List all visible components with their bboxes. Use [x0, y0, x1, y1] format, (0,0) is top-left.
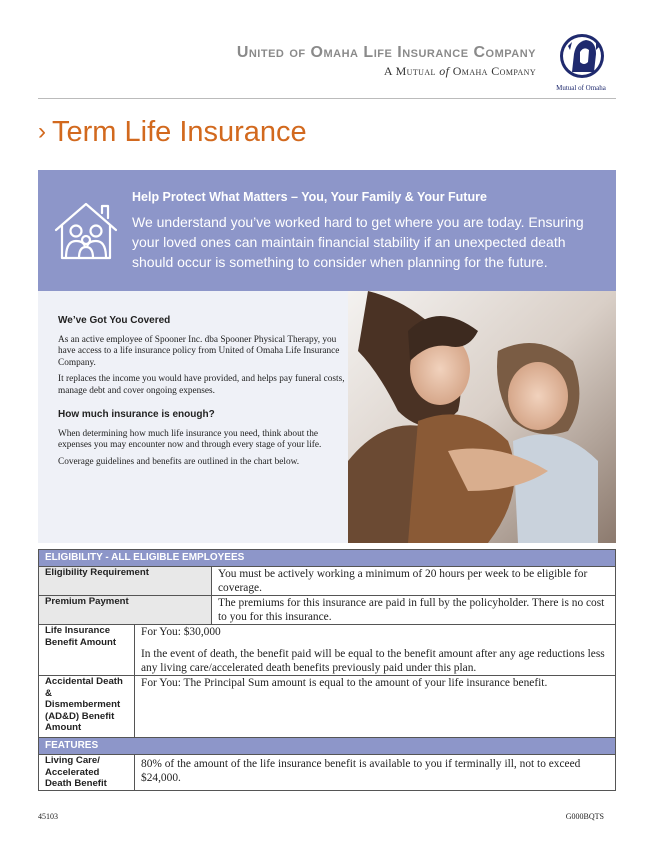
coverage-text	[58, 315, 348, 473]
covered-paragraph-1: As an active employee of Spooner Inc. dba Spooner Physical Therapy, you have access to a life insurance policy from United of Omaha Life Insurance Company.	[58, 334, 340, 368]
company-sub-post: Omaha Company	[449, 64, 536, 78]
banner-body: We understand you’ve worked hard to get where you are today. Ensuring your loved ones can maintain financial stability if an unexpected death should occur is something to consider when planning for the future.	[132, 214, 584, 270]
covered-paragraph-2: It replaces the income you would have provided, and helps pay funeral costs, manage debt and cover ongoing expenses.	[58, 374, 345, 396]
company-sub-pre: A Mutual	[383, 64, 440, 78]
eligibility-requirement-label: Eligibility Requirement	[39, 567, 212, 596]
covered-heading: We’ve Got You Covered	[58, 315, 171, 326]
premium-payment-value: The premiums for this insurance are paid in full by the policyholder. There is no cost to you for this insurance.	[212, 596, 616, 625]
adnd-value: For You: The Principal Sum amount is equal to the amount of your life insurance benefit.	[135, 676, 616, 738]
title-chevron: ›	[38, 118, 46, 145]
document-code: G000BQTS	[565, 812, 604, 821]
premium-payment-label: Premium Payment	[39, 596, 212, 625]
life-benefit-detail: In the event of death, the benefit paid will be equal to the benefit amount after any age reductions less any living care/accelerated death benefits previously paid under this plan.	[141, 648, 605, 674]
company-sub-of: of	[439, 64, 450, 78]
company-name: United of Omaha Life Insurance Company	[236, 44, 536, 61]
living-care-value: 80% of the amount of the life insurance benefit is available to you if terminally ill, not to exceed $24,000.	[135, 755, 616, 791]
life-benefit-label: Life Insurance Benefit Amount	[39, 625, 135, 676]
how-much-heading: How much insurance is enough?	[58, 409, 215, 420]
eligibility-section-title: ELIGIBILITY - ALL ELIGIBLE EMPLOYEES	[39, 550, 616, 567]
adnd-label: Accidental Death & Dismemberment (AD&D) Benefit Amount	[39, 676, 135, 738]
coverage-panel	[38, 291, 616, 543]
house-family-icon	[52, 200, 120, 262]
family-photo	[348, 291, 616, 543]
eligibility-requirement-value: You must be actively working a minimum of 20 hours per week to be eligible for coverage.	[212, 567, 616, 596]
life-benefit-value	[135, 625, 616, 676]
table-row	[39, 676, 616, 738]
intro-banner	[38, 170, 616, 291]
benefits-table	[38, 549, 616, 791]
living-care-label: Living Care/ Accelerated Death Benefit	[39, 755, 135, 791]
header-divider	[38, 98, 616, 99]
table-row	[39, 755, 616, 791]
table-row	[39, 596, 616, 625]
title-text: Term Life Insurance	[52, 116, 307, 148]
form-number: 45103	[38, 812, 58, 821]
table-row	[39, 625, 616, 676]
banner-heading: Help Protect What Matters – You, Your Family & Your Future	[132, 190, 487, 204]
table-row	[39, 567, 616, 596]
features-section-title: FEATURES	[39, 738, 616, 755]
page-title	[38, 116, 307, 149]
how-much-paragraph-1: When determining how much life insurance you need, think about the expenses you may encounter now and through every stage of your life.	[58, 428, 322, 450]
logo-text: Mutual of Omaha	[556, 84, 606, 92]
life-benefit-amount: For You: $30,000	[141, 626, 221, 638]
eligibility-section-header	[39, 550, 616, 567]
page-header	[0, 0, 654, 100]
company-subtitle	[384, 64, 536, 79]
features-section-header	[39, 738, 616, 755]
how-much-paragraph-2: Coverage guidelines and benefits are outlined in the chart below.	[58, 456, 300, 467]
